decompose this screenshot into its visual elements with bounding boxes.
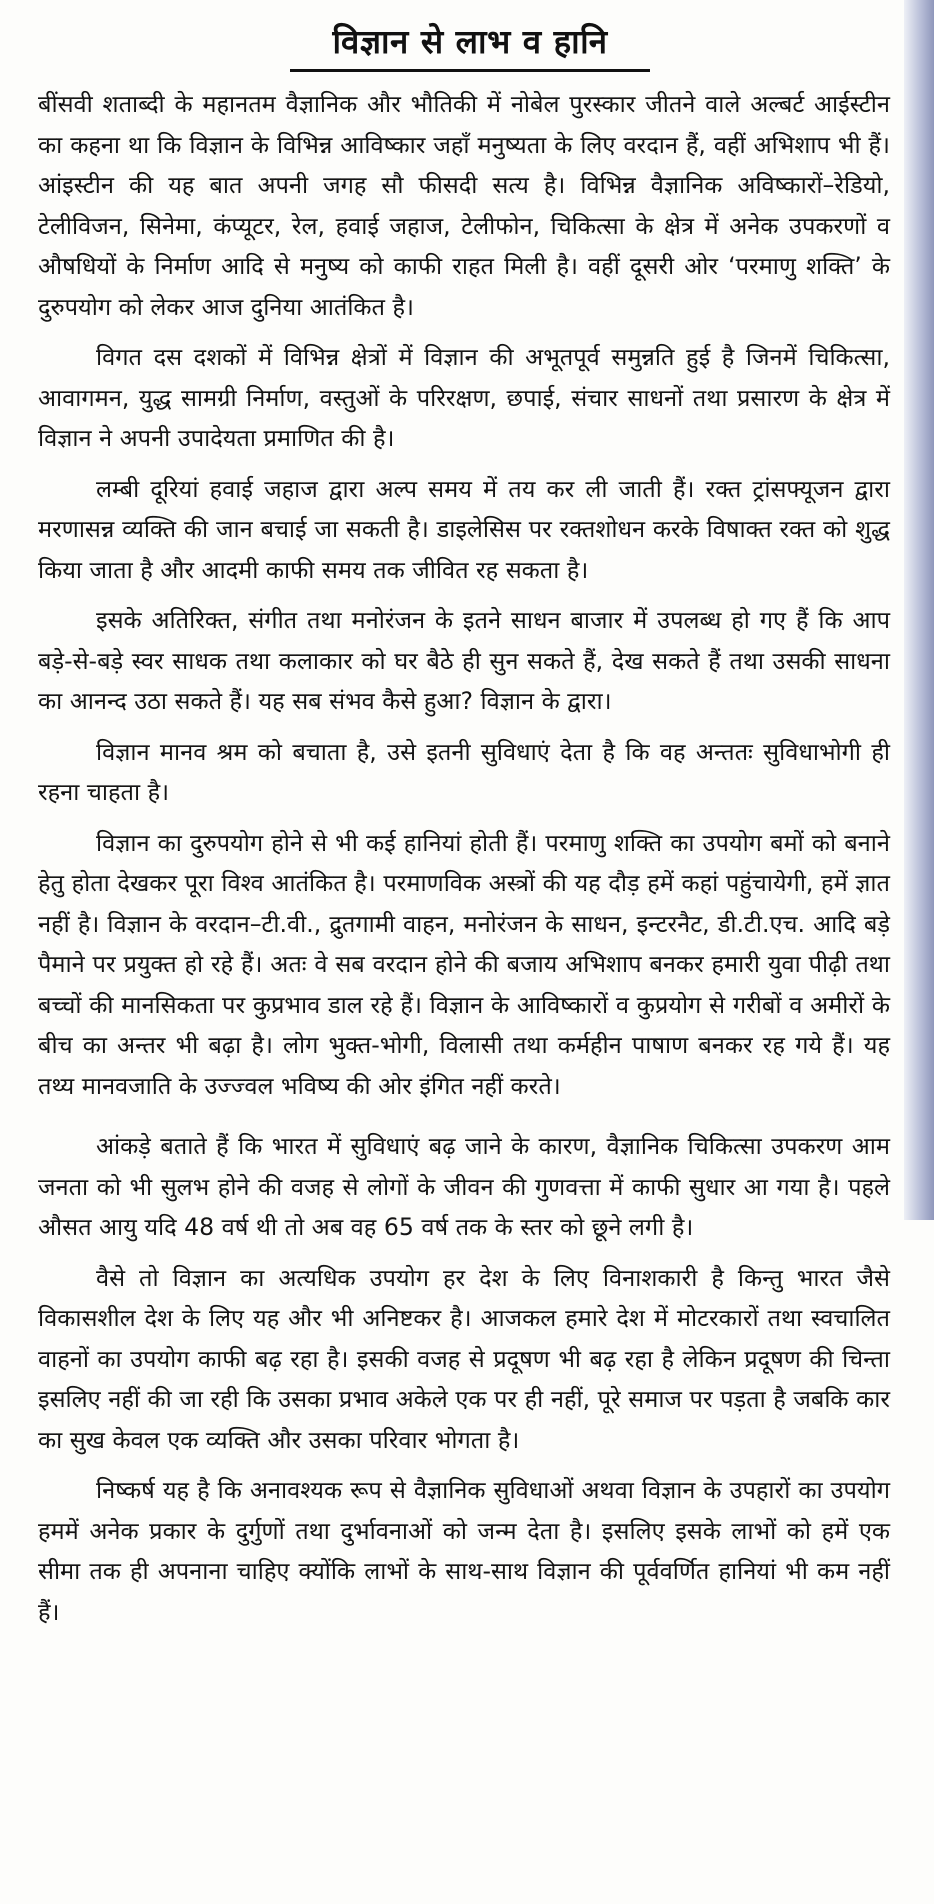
paragraph-entertainment: इसके अतिरिक्त, संगीत तथा मनोरंजन के इतने साधन बाजार में उपलब्ध हो गए हैं कि आप बड़े-से-बड़े स्वर साधक तथा कलाकार को घर बैठे ही सुन सकते हैं, देख सकते हैं तथा उसकी साधना का आनन्द उठा सकते हैं। यह सब संभव कैसे हुआ? विज्ञान के द्वारा।	[38, 606, 890, 715]
essay-title: विज्ञान से लाभ व हानि	[290, 18, 650, 72]
page-edge-shadow	[904, 0, 934, 1220]
paragraph-intro: बींसवी शताब्दी के महानतम वैज्ञानिक और भौतिकी में नोबेल पुरस्कार जीतने वाले अल्बर्ट आईस्टीन का कहना था कि विज्ञान के विभिन्न आविष्कार जहाँ मनुष्यता के लिए वरदान हैं, वहीं अभिशाप भी हैं। आंइस्टीन की यह बात अपनी जगह सौ फीसदी सत्य है। विभिन्न वैज्ञानिक अविष्कारों–रेडियो, टेलीविजन, सिनेमा, कंप्यूटर, रेल, हवाई जहाज, टेलीफोन, चिकित्सा के क्षेत्र में अनेक उपकरणों व औषधियों के निर्माण आदि से मनुष्य को काफी राहत मिली है। वहीं दूसरी ओर ‘परमाणु शक्ति’ के दुरुपयोग को लेकर आज दुनिया आतंकित है।	[38, 90, 890, 321]
paragraph-pollution: वैसे तो विज्ञान का अत्यधिक उपयोग हर देश के लिए विनाशकारी है किन्तु भारत जैसे विकासशील देश के लिए यह और भी अनिष्टकर है। आजकल हमारे देश में मोटरकारों तथा स्वचालित वाहनों का उपयोग काफी बढ़ रहा है। इसकी वजह से प्रदूषण भी बढ़ रहा है लेकिन प्रदूषण की चिन्ता इसलिए नहीं की जा रही कि उसका प्रभाव अकेले एक पर ही नहीं, पूरे समाज पर पड़ता है जबकि कार का सुख केवल एक व्यक्ति और उसका परिवार भोगता है।	[38, 1263, 890, 1454]
paragraph-statistics: आंकड़े बताते हैं कि भारत में सुविधाएं बढ़ जाने के कारण, वैज्ञानिक चिकित्सा उपकरण आम जनता को भी सुलभ होने की वजह से लोगों के जीवन की गुणवत्ता में काफी सुधार आ गया है। पहले औसत आयु यदि 48 वर्ष थी तो अब वह 65 वर्ष तक के स्तर को छूने लगी है।	[38, 1132, 890, 1241]
paragraph-labour: विज्ञान मानव श्रम को बचाता है, उसे इतनी सुविधाएं देता है कि वह अन्ततः सुविधाभोगी ही रहना चाहता है।	[38, 737, 890, 806]
paragraph-transport-medicine: लम्बी दूरियां हवाई जहाज द्वारा अल्प समय में तय कर ली जाती हैं। रक्त ट्रांसफ्यूजन द्वारा मरणासन्न व्यक्ति की जान बचाई जा सकती है। डाइलेसिस पर रक्तशोधन करके विषाक्त रक्त को शुद्ध किया जाता है और आदमी काफी समय तक जीवित रह सकता है।	[38, 474, 890, 584]
paragraph-progress: विगत दस दशकों में विभिन्न क्षेत्रों में विज्ञान की अभूतपूर्व समुन्नति हुई है जिनमें चिकित्सा, आवागमन, युद्ध सामग्री निर्माण, वस्तुओं के परिरक्षण, छपाई, संचार साधनों तथा प्रसारण के क्षेत्र में विज्ञान ने अपनी उपादेयता प्रमाणित की है।	[38, 343, 890, 452]
essay-body	[38, 84, 890, 1642]
paragraph-misuse: विज्ञान का दुरुपयोग होने से भी कई हानियां होती हैं। परमाणु शक्ति का उपयोग बमों को बनाने हेतु होता देखकर पूरा विश्व आतंकित है। परमाणविक अस्त्रों की यह दौड़ हमें कहां पहुंचायेगी, हमें ज्ञात नहीं है। विज्ञान के वरदान–टी.वी., द्रुतगामी वाहन, मनोरंजन के साधन, इन्टरनैट, डी.टी.एच. आदि बड़े पैमाने पर प्रयुक्त हो रहे हैं। अतः वे सब वरदान होने की बजाय अभिशाप बनकर हमारी युवा पीढ़ी तथा बच्चों की मानसिकता पर कुप्रभाव डाल रहे हैं। विज्ञान के आविष्कारों व कुप्रयोग से गरीबों व अमीरों के बीच का अन्तर भी बढ़ा है। लोग भुक्त-भोगी, विलासी तथा कर्महीन पाषाण बनकर रह गये हैं। यह तथ्य मानवजाति के उज्ज्वल भविष्य की ओर इंगित नहीं करते।	[38, 828, 890, 1100]
paragraph-conclusion: निष्कर्ष यह है कि अनावश्यक रूप से वैज्ञानिक सुविधाओं अथवा विज्ञान के उपहारों का उपयोग हममें अनेक प्रकार के दुर्गुणों तथा दुर्भावनाओं को जन्म देता है। इसलिए इसके लाभों को हमें एक सीमा तक ही अपनाना चाहिए क्योंकि लाभों के साथ-साथ विज्ञान की पूर्ववर्णित हानियां भी कम नहीं हैं।	[38, 1476, 890, 1626]
